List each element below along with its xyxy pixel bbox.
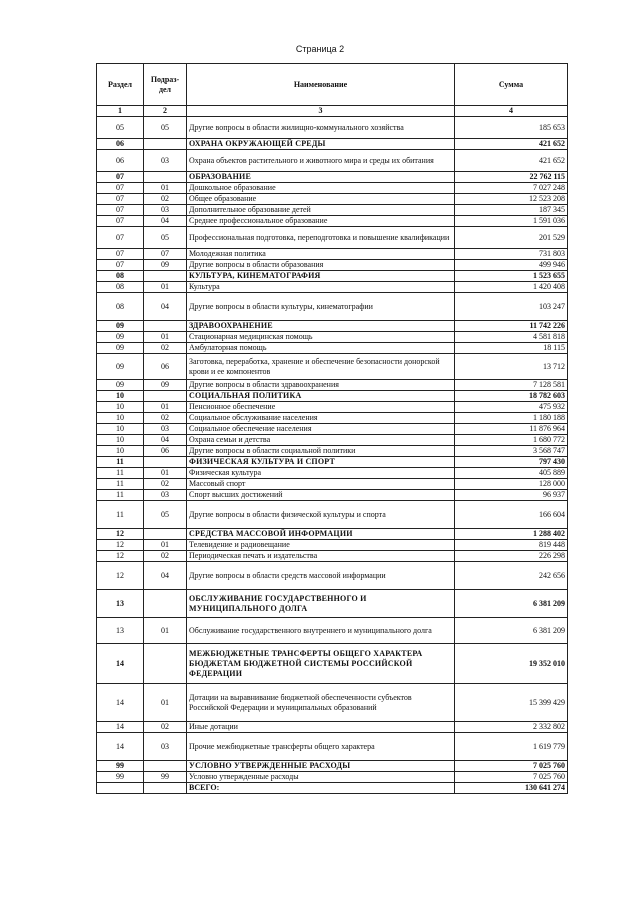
name-cell: ОХРАНА ОКРУЖАЮЩЕЙ СРЕДЫ	[187, 139, 455, 150]
name-cell: Иные дотации	[187, 722, 455, 733]
table-row	[97, 260, 568, 271]
table-row	[97, 354, 568, 380]
subsection-cell	[144, 457, 187, 468]
table-row	[97, 722, 568, 733]
name-cell: Другие вопросы в области жилищно-коммунального хозяйства	[187, 117, 455, 139]
section-cell: 11	[97, 457, 144, 468]
table-row	[97, 424, 568, 435]
subsection-cell: 01	[144, 183, 187, 194]
amount-cell: 1 180 188	[455, 413, 568, 424]
section-cell: 14	[97, 722, 144, 733]
section-cell: 14	[97, 644, 144, 684]
table-row	[97, 271, 568, 282]
table-row	[97, 446, 568, 457]
name-cell: Молодежная политика	[187, 249, 455, 260]
subsection-cell: 02	[144, 194, 187, 205]
section-cell: 06	[97, 139, 144, 150]
table-row	[97, 402, 568, 413]
subsection-cell: 03	[144, 490, 187, 501]
section-cell: 12	[97, 562, 144, 590]
table-row	[97, 139, 568, 150]
section-cell: 10	[97, 391, 144, 402]
section-cell: 10	[97, 446, 144, 457]
amount-cell: 499 946	[455, 260, 568, 271]
name-cell: СОЦИАЛЬНАЯ ПОЛИТИКА	[187, 391, 455, 402]
table-row	[97, 761, 568, 772]
subsection-cell: 01	[144, 468, 187, 479]
subsection-cell: 04	[144, 293, 187, 321]
table-row	[97, 501, 568, 529]
amount-cell: 6 381 209	[455, 618, 568, 644]
subsection-cell: 03	[144, 733, 187, 761]
table-row	[97, 562, 568, 590]
amount-cell: 11 876 964	[455, 424, 568, 435]
name-cell: Дополнительное образование детей	[187, 205, 455, 216]
name-cell: ЗДРАВООХРАНЕНИЕ	[187, 321, 455, 332]
section-cell: 13	[97, 590, 144, 618]
table-row	[97, 150, 568, 172]
amount-cell: 7 027 248	[455, 183, 568, 194]
section-cell: 14	[97, 733, 144, 761]
amount-cell: 226 298	[455, 551, 568, 562]
name-cell: Спорт высших достижений	[187, 490, 455, 501]
amount-cell: 819 448	[455, 540, 568, 551]
section-cell: 09	[97, 380, 144, 391]
amount-cell: 1 591 036	[455, 216, 568, 227]
header-subsection: Подраз- дел	[144, 64, 187, 106]
amount-cell: 1 523 655	[455, 271, 568, 282]
amount-cell: 201 529	[455, 227, 568, 249]
column-number: 1	[97, 106, 144, 117]
total-row	[97, 783, 568, 794]
table-row	[97, 644, 568, 684]
table-row	[97, 684, 568, 722]
subsection-cell	[144, 321, 187, 332]
table-row	[97, 590, 568, 618]
subsection-cell	[144, 590, 187, 618]
section-cell: 07	[97, 205, 144, 216]
subsection-cell	[144, 271, 187, 282]
name-cell: Прочие межбюджетные трансферты общего характера	[187, 733, 455, 761]
subsection-cell: 06	[144, 354, 187, 380]
table-row	[97, 413, 568, 424]
subsection-cell: 01	[144, 402, 187, 413]
amount-cell: 731 803	[455, 249, 568, 260]
subsection-cell: 03	[144, 205, 187, 216]
amount-cell: 7 128 581	[455, 380, 568, 391]
name-cell: ОБСЛУЖИВАНИЕ ГОСУДАРСТВЕННОГО И МУНИЦИПАЛЬНОГО ДОЛГА	[187, 590, 455, 618]
table-row	[97, 391, 568, 402]
section-cell: 99	[97, 761, 144, 772]
table-row	[97, 282, 568, 293]
amount-cell: 7 025 760	[455, 761, 568, 772]
subsection-cell: 01	[144, 684, 187, 722]
subsection-cell: 03	[144, 150, 187, 172]
section-cell: 12	[97, 551, 144, 562]
subsection-cell	[144, 391, 187, 402]
subsection-cell: 99	[144, 772, 187, 783]
total-amount: 130 641 274	[455, 783, 568, 794]
name-cell: КУЛЬТУРА, КИНЕМАТОГРАФИЯ	[187, 271, 455, 282]
section-cell: 07	[97, 260, 144, 271]
name-cell: СРЕДСТВА МАССОВОЙ ИНФОРМАЦИИ	[187, 529, 455, 540]
subsection-cell: 05	[144, 227, 187, 249]
amount-cell: 166 604	[455, 501, 568, 529]
amount-cell: 22 762 115	[455, 172, 568, 183]
subsection-cell: 07	[144, 249, 187, 260]
amount-cell: 18 782 603	[455, 391, 568, 402]
amount-cell: 187 345	[455, 205, 568, 216]
name-cell: Профессиональная подготовка, переподготовка и повышение квалификации	[187, 227, 455, 249]
column-number: 2	[144, 106, 187, 117]
table-row	[97, 249, 568, 260]
subsection-cell: 02	[144, 479, 187, 490]
amount-cell: 13 712	[455, 354, 568, 380]
amount-cell: 242 656	[455, 562, 568, 590]
table-row	[97, 457, 568, 468]
name-cell: Массовый спорт	[187, 479, 455, 490]
section-cell: 09	[97, 321, 144, 332]
subsection-cell: 04	[144, 435, 187, 446]
subsection-cell	[144, 761, 187, 772]
subsection-cell: 09	[144, 260, 187, 271]
header-amount: Сумма	[455, 64, 568, 106]
table-row	[97, 479, 568, 490]
name-cell: ФИЗИЧЕСКАЯ КУЛЬТУРА И СПОРТ	[187, 457, 455, 468]
section-cell: 12	[97, 529, 144, 540]
section-cell: 99	[97, 772, 144, 783]
name-cell: Другие вопросы в области здравоохранения	[187, 380, 455, 391]
table-row	[97, 227, 568, 249]
total-empty-cell	[97, 783, 144, 794]
name-cell: Амбулаторная помощь	[187, 343, 455, 354]
subsection-cell	[144, 529, 187, 540]
header-section: Раздел	[97, 64, 144, 106]
name-cell: Другие вопросы в области физической культуры и спорта	[187, 501, 455, 529]
amount-cell: 15 399 429	[455, 684, 568, 722]
section-cell: 11	[97, 479, 144, 490]
section-cell: 09	[97, 343, 144, 354]
amount-cell: 405 889	[455, 468, 568, 479]
section-cell: 08	[97, 293, 144, 321]
name-cell: Заготовка, переработка, хранение и обеспечение безопасности донорской крови и ее компонентов	[187, 354, 455, 380]
table-row	[97, 468, 568, 479]
name-cell: Социальное обеспечение населения	[187, 424, 455, 435]
section-cell: 10	[97, 424, 144, 435]
name-cell: Стационарная медицинская помощь	[187, 332, 455, 343]
section-cell: 14	[97, 684, 144, 722]
amount-cell: 7 025 760	[455, 772, 568, 783]
subsection-cell	[144, 172, 187, 183]
subsection-cell: 03	[144, 424, 187, 435]
section-cell: 10	[97, 413, 144, 424]
section-cell: 06	[97, 150, 144, 172]
budget-table	[96, 63, 568, 794]
name-cell: Культура	[187, 282, 455, 293]
section-cell: 07	[97, 172, 144, 183]
section-cell: 10	[97, 435, 144, 446]
name-cell: МЕЖБЮДЖЕТНЫЕ ТРАНСФЕРТЫ ОБЩЕГО ХАРАКТЕРА БЮДЖЕТАМ БЮДЖЕТНОЙ СИСТЕМЫ РОССИЙСКОЙ ФЕДЕРАЦИИ	[187, 644, 455, 684]
subsection-cell: 02	[144, 343, 187, 354]
amount-cell: 11 742 226	[455, 321, 568, 332]
table-row	[97, 216, 568, 227]
section-cell: 10	[97, 402, 144, 413]
amount-cell: 185 653	[455, 117, 568, 139]
section-cell: 07	[97, 183, 144, 194]
amount-cell: 128 000	[455, 479, 568, 490]
table-header-row	[97, 64, 568, 106]
name-cell: Дотации на выравнивание бюджетной обеспеченности субъектов Российской Федерации и муниципальных образований	[187, 684, 455, 722]
table-row	[97, 435, 568, 446]
table-row	[97, 733, 568, 761]
subsection-cell: 01	[144, 332, 187, 343]
section-cell: 07	[97, 249, 144, 260]
section-cell: 11	[97, 501, 144, 529]
header-name: Наименование	[187, 64, 455, 106]
section-cell: 05	[97, 117, 144, 139]
name-cell: Физическая культура	[187, 468, 455, 479]
section-cell: 12	[97, 540, 144, 551]
section-cell: 09	[97, 354, 144, 380]
amount-cell: 19 352 010	[455, 644, 568, 684]
table-row	[97, 618, 568, 644]
subsection-cell: 02	[144, 551, 187, 562]
subsection-cell: 05	[144, 117, 187, 139]
table-row	[97, 540, 568, 551]
name-cell: Общее образование	[187, 194, 455, 205]
table-row	[97, 205, 568, 216]
name-cell: Другие вопросы в области средств массовой информации	[187, 562, 455, 590]
subsection-cell	[144, 139, 187, 150]
amount-cell: 103 247	[455, 293, 568, 321]
amount-cell: 3 568 747	[455, 446, 568, 457]
amount-cell: 4 581 818	[455, 332, 568, 343]
column-number: 4	[455, 106, 568, 117]
table-row	[97, 551, 568, 562]
section-cell: 11	[97, 468, 144, 479]
column-number-row	[97, 106, 568, 117]
section-cell: 07	[97, 227, 144, 249]
amount-cell: 1 619 779	[455, 733, 568, 761]
name-cell: Охрана семьи и детства	[187, 435, 455, 446]
name-cell: Другие вопросы в области социальной политики	[187, 446, 455, 457]
name-cell: Телевидение и радиовещание	[187, 540, 455, 551]
name-cell: Условно утвержденные расходы	[187, 772, 455, 783]
section-cell: 07	[97, 216, 144, 227]
name-cell: УСЛОВНО УТВЕРЖДЕННЫЕ РАСХОДЫ	[187, 761, 455, 772]
amount-cell: 797 430	[455, 457, 568, 468]
subsection-cell: 01	[144, 618, 187, 644]
amount-cell: 18 115	[455, 343, 568, 354]
table-row	[97, 183, 568, 194]
subsection-cell: 02	[144, 722, 187, 733]
name-cell: ОБРАЗОВАНИЕ	[187, 172, 455, 183]
subsection-cell: 09	[144, 380, 187, 391]
section-cell: 08	[97, 271, 144, 282]
amount-cell: 1 288 402	[455, 529, 568, 540]
amount-cell: 475 932	[455, 402, 568, 413]
subsection-cell: 01	[144, 282, 187, 293]
section-cell: 08	[97, 282, 144, 293]
table-row	[97, 293, 568, 321]
table-row	[97, 380, 568, 391]
table-row	[97, 172, 568, 183]
amount-cell: 2 332 802	[455, 722, 568, 733]
subsection-cell	[144, 644, 187, 684]
table-row	[97, 194, 568, 205]
name-cell: Пенсионное обеспечение	[187, 402, 455, 413]
amount-cell: 6 381 209	[455, 590, 568, 618]
section-cell: 09	[97, 332, 144, 343]
table-body	[97, 117, 568, 783]
subsection-cell: 02	[144, 413, 187, 424]
name-cell: Периодическая печать и издательства	[187, 551, 455, 562]
amount-cell: 96 937	[455, 490, 568, 501]
section-cell: 11	[97, 490, 144, 501]
subsection-cell: 04	[144, 216, 187, 227]
table-row	[97, 772, 568, 783]
subsection-cell: 04	[144, 562, 187, 590]
name-cell: Социальное обслуживание населения	[187, 413, 455, 424]
name-cell: Охрана объектов растительного и животного мира и среды их обитания	[187, 150, 455, 172]
amount-cell: 1 420 408	[455, 282, 568, 293]
amount-cell: 421 652	[455, 139, 568, 150]
amount-cell: 12 523 208	[455, 194, 568, 205]
subsection-cell: 01	[144, 540, 187, 551]
total-empty-cell	[144, 783, 187, 794]
section-cell: 07	[97, 194, 144, 205]
table-row	[97, 529, 568, 540]
amount-cell: 421 652	[455, 150, 568, 172]
section-cell: 13	[97, 618, 144, 644]
amount-cell: 1 680 772	[455, 435, 568, 446]
table-row	[97, 117, 568, 139]
table-row	[97, 343, 568, 354]
subsection-cell: 06	[144, 446, 187, 457]
table-row	[97, 332, 568, 343]
name-cell: Другие вопросы в области образования	[187, 260, 455, 271]
name-cell: Среднее профессиональное образование	[187, 216, 455, 227]
total-label: ВСЕГО:	[187, 783, 455, 794]
name-cell: Обслуживание государственного внутреннего и муниципального долга	[187, 618, 455, 644]
page-label: Страница 2	[295, 44, 345, 54]
name-cell: Дошкольное образование	[187, 183, 455, 194]
table-row	[97, 490, 568, 501]
table-row	[97, 321, 568, 332]
column-number: 3	[187, 106, 455, 117]
subsection-cell: 05	[144, 501, 187, 529]
name-cell: Другие вопросы в области культуры, кинематографии	[187, 293, 455, 321]
